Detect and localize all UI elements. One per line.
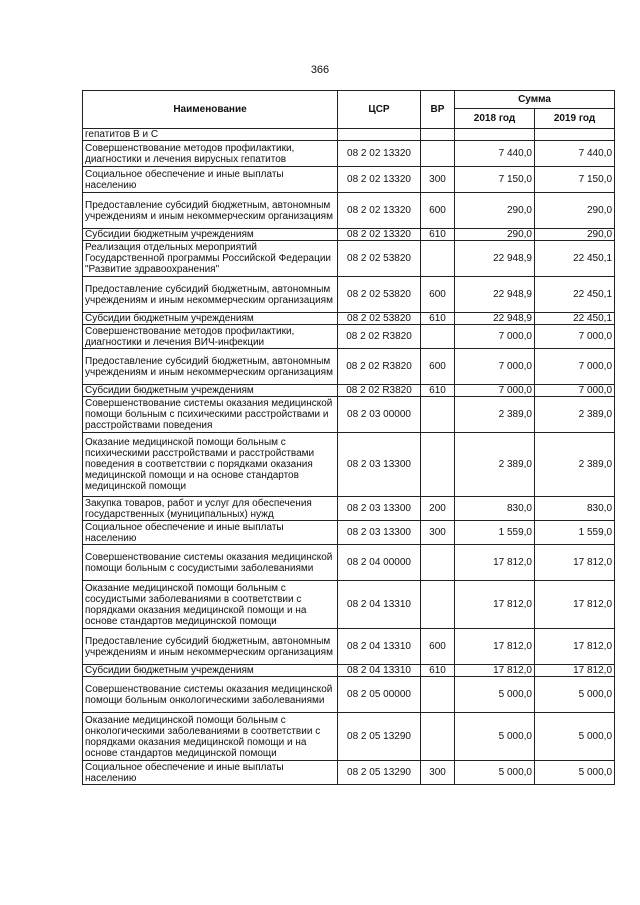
- row-name: Реализация отдельных мероприятий Государственной программы Российской Федерации "Развитие здравоохранения": [83, 241, 338, 277]
- row-name: Социальное обеспечение и иные выплаты населению: [83, 761, 338, 785]
- row-sum-2019: 22 450,1: [535, 241, 615, 277]
- row-vr: 600: [421, 349, 455, 385]
- row-sum-2018: 17 812,0: [455, 665, 535, 677]
- row-csr: 08 2 03 13300: [338, 521, 421, 545]
- row-sum-2019: 7 000,0: [535, 349, 615, 385]
- row-name: Субсидии бюджетным учреждениям: [83, 229, 338, 241]
- row-vr: 610: [421, 385, 455, 397]
- table-row: [83, 713, 615, 761]
- row-vr: [421, 677, 455, 713]
- page-number: 366: [310, 64, 330, 76]
- row-sum-2019: 2 389,0: [535, 397, 615, 433]
- row-sum-2019: 7 440,0: [535, 141, 615, 167]
- row-name: гепатитов В и С: [83, 129, 338, 141]
- row-csr: 08 2 03 13300: [338, 433, 421, 497]
- row-sum-2018: 22 948,9: [455, 277, 535, 313]
- row-sum-2019: 22 450,1: [535, 313, 615, 325]
- row-name: Субсидии бюджетным учреждениям: [83, 665, 338, 677]
- row-sum-2018: 17 812,0: [455, 629, 535, 665]
- row-csr: 08 2 03 00000: [338, 397, 421, 433]
- row-name: Субсидии бюджетным учреждениям: [83, 385, 338, 397]
- row-sum-2019: 1 559,0: [535, 521, 615, 545]
- table-row: [83, 141, 615, 167]
- table-row: [83, 277, 615, 313]
- row-name: Совершенствование методов профилактики, диагностики и лечения ВИЧ-инфекции: [83, 325, 338, 349]
- table-row: [83, 665, 615, 677]
- row-csr: [338, 129, 421, 141]
- table-row: [83, 193, 615, 229]
- table-row: [83, 545, 615, 581]
- row-sum-2019: 5 000,0: [535, 677, 615, 713]
- row-sum-2018: 2 389,0: [455, 397, 535, 433]
- table-header: [83, 91, 615, 129]
- row-sum-2019: 7 000,0: [535, 325, 615, 349]
- row-name: Предоставление субсидий бюджетным, автономным учреждениям и иным некоммерческим организациям: [83, 277, 338, 313]
- row-sum-2018: 1 559,0: [455, 521, 535, 545]
- row-sum-2019: 17 812,0: [535, 629, 615, 665]
- row-csr: 08 2 02 13320: [338, 167, 421, 193]
- header-csr: ЦСР: [338, 91, 421, 129]
- row-sum-2019: 290,0: [535, 193, 615, 229]
- row-csr: 08 2 02 53820: [338, 277, 421, 313]
- row-sum-2019: 830,0: [535, 497, 615, 521]
- table-row: [83, 433, 615, 497]
- row-sum-2019: 5 000,0: [535, 761, 615, 785]
- row-sum-2019: [535, 129, 615, 141]
- row-sum-2019: 22 450,1: [535, 277, 615, 313]
- row-vr: 610: [421, 665, 455, 677]
- row-sum-2019: 7 150,0: [535, 167, 615, 193]
- row-sum-2018: 2 389,0: [455, 433, 535, 497]
- row-vr: [421, 325, 455, 349]
- table-row: [83, 129, 615, 141]
- table-row: [83, 761, 615, 785]
- table-row: [83, 229, 615, 241]
- row-name: Закупка товаров, работ и услуг для обеспечения государственных (муниципальных) нужд: [83, 497, 338, 521]
- row-sum-2018: 22 948,9: [455, 241, 535, 277]
- row-sum-2018: 7 000,0: [455, 349, 535, 385]
- row-sum-2018: [455, 129, 535, 141]
- row-csr: 08 2 03 13300: [338, 497, 421, 521]
- budget-table: [82, 90, 615, 785]
- row-vr: [421, 141, 455, 167]
- row-vr: [421, 713, 455, 761]
- row-vr: 610: [421, 313, 455, 325]
- row-csr: 08 2 02 53820: [338, 313, 421, 325]
- row-name: Предоставление субсидий бюджетным, автономным учреждениям и иным некоммерческим организациям: [83, 193, 338, 229]
- row-sum-2018: 290,0: [455, 229, 535, 241]
- row-vr: [421, 397, 455, 433]
- row-sum-2018: 5 000,0: [455, 713, 535, 761]
- row-csr: 08 2 04 13310: [338, 665, 421, 677]
- row-csr: 08 2 04 13310: [338, 629, 421, 665]
- row-csr: 08 2 04 00000: [338, 545, 421, 581]
- row-name: Предоставление субсидий бюджетным, автономным учреждениям и иным некоммерческим организациям: [83, 629, 338, 665]
- table-row: [83, 167, 615, 193]
- row-csr: 08 2 02 R3820: [338, 385, 421, 397]
- row-sum-2018: 290,0: [455, 193, 535, 229]
- row-sum-2018: 7 150,0: [455, 167, 535, 193]
- table-row: [83, 581, 615, 629]
- row-vr: 610: [421, 229, 455, 241]
- row-name: Оказание медицинской помощи больным с онкологическими заболеваниями в соответствии с порядками оказания медицинской помощи и на основе стандартов медицинской помощи: [83, 713, 338, 761]
- row-sum-2019: 17 812,0: [535, 665, 615, 677]
- row-name: Совершенствование системы оказания медицинской помощи больным с сосудистыми заболеваниями: [83, 545, 338, 581]
- row-sum-2018: 5 000,0: [455, 761, 535, 785]
- row-name: Предоставление субсидий бюджетным, автономным учреждениям и иным некоммерческим организациям: [83, 349, 338, 385]
- table-row: [83, 385, 615, 397]
- table-row: [83, 325, 615, 349]
- row-csr: 08 2 04 13310: [338, 581, 421, 629]
- row-sum-2018: 7 440,0: [455, 141, 535, 167]
- header-vr: ВР: [421, 91, 455, 129]
- row-name: Оказание медицинской помощи больным с психическими расстройствами и расстройствами поведения в соответствии с порядками оказания медицинской помощи и на основе стандартов медицинской помощи: [83, 433, 338, 497]
- row-csr: 08 2 02 13320: [338, 193, 421, 229]
- row-vr: [421, 241, 455, 277]
- row-vr: 600: [421, 193, 455, 229]
- header-sum: Сумма: [455, 91, 615, 109]
- row-csr: 08 2 05 00000: [338, 677, 421, 713]
- row-vr: 600: [421, 277, 455, 313]
- row-vr: [421, 129, 455, 141]
- header-year-2018: 2018 год: [455, 109, 535, 129]
- row-sum-2019: 5 000,0: [535, 713, 615, 761]
- table-row: [83, 521, 615, 545]
- row-csr: 08 2 02 13320: [338, 229, 421, 241]
- table-row: [83, 313, 615, 325]
- row-csr: 08 2 02 13320: [338, 141, 421, 167]
- row-vr: [421, 433, 455, 497]
- table-body: [83, 129, 615, 785]
- row-vr: [421, 545, 455, 581]
- row-name: Субсидии бюджетным учреждениям: [83, 313, 338, 325]
- row-sum-2018: 7 000,0: [455, 385, 535, 397]
- header-name: Наименование: [83, 91, 338, 129]
- row-sum-2018: 830,0: [455, 497, 535, 521]
- table-row: [83, 349, 615, 385]
- row-sum-2018: 5 000,0: [455, 677, 535, 713]
- row-sum-2019: 290,0: [535, 229, 615, 241]
- row-vr: 300: [421, 167, 455, 193]
- row-sum-2019: 2 389,0: [535, 433, 615, 497]
- row-csr: 08 2 02 R3820: [338, 349, 421, 385]
- row-name: Совершенствование системы оказания медицинской помощи больным онкологическими заболеваниями: [83, 677, 338, 713]
- header-year-2019: 2019 год: [535, 109, 615, 129]
- row-sum-2019: 7 000,0: [535, 385, 615, 397]
- row-sum-2018: 17 812,0: [455, 545, 535, 581]
- table-row: [83, 629, 615, 665]
- row-csr: 08 2 02 53820: [338, 241, 421, 277]
- row-csr: 08 2 05 13290: [338, 761, 421, 785]
- row-vr: 600: [421, 629, 455, 665]
- row-vr: 300: [421, 761, 455, 785]
- table-row: [83, 241, 615, 277]
- row-vr: 300: [421, 521, 455, 545]
- row-sum-2019: 17 812,0: [535, 545, 615, 581]
- row-name: Оказание медицинской помощи больным с сосудистыми заболеваниями в соответствии с порядками оказания медицинской помощи и на основе стандартов медицинской помощи: [83, 581, 338, 629]
- row-csr: 08 2 02 R3820: [338, 325, 421, 349]
- row-vr: [421, 581, 455, 629]
- row-name: Совершенствование методов профилактики, диагностики и лечения вирусных гепатитов: [83, 141, 338, 167]
- table-row: [83, 677, 615, 713]
- row-csr: 08 2 05 13290: [338, 713, 421, 761]
- row-name: Совершенствование системы оказания медицинской помощи больным с психическими расстройствами и расстройствами поведения: [83, 397, 338, 433]
- row-sum-2018: 22 948,9: [455, 313, 535, 325]
- row-vr: 200: [421, 497, 455, 521]
- row-name: Социальное обеспечение и иные выплаты населению: [83, 521, 338, 545]
- row-sum-2018: 7 000,0: [455, 325, 535, 349]
- row-sum-2019: 17 812,0: [535, 581, 615, 629]
- table-row: [83, 397, 615, 433]
- table-row: [83, 497, 615, 521]
- row-sum-2018: 17 812,0: [455, 581, 535, 629]
- row-name: Социальное обеспечение и иные выплаты населению: [83, 167, 338, 193]
